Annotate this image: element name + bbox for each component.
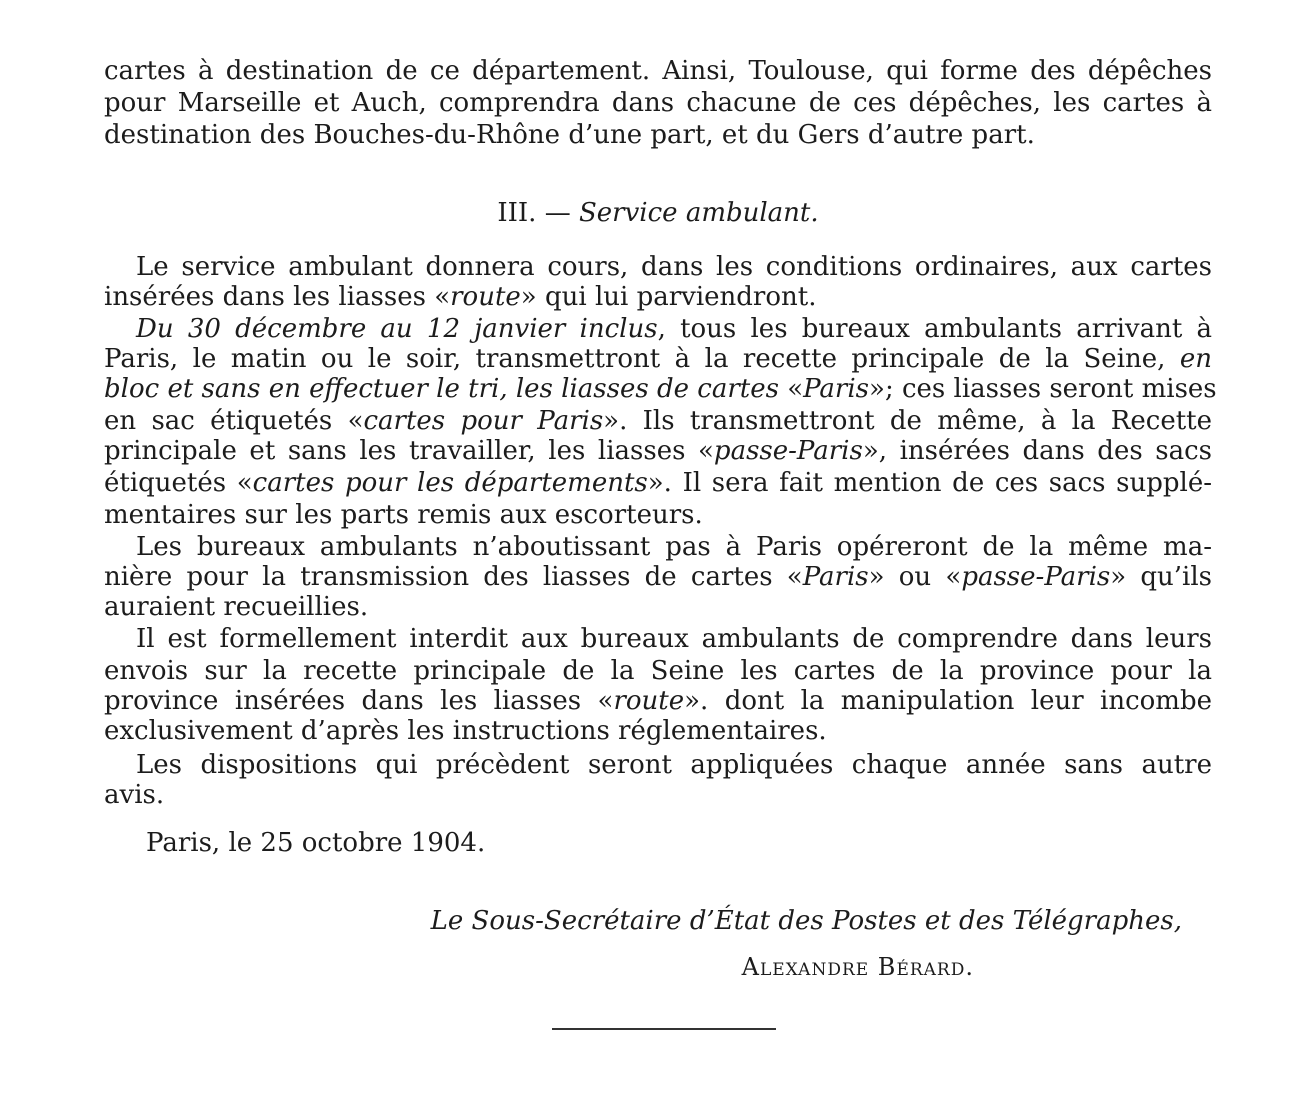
text-line: étiquetés «cartes pour les départements». Il sera fait mention de ces sacs supplé- <box>104 468 1213 498</box>
text-line: bloc et sans en effectuer le tri, les liasses de cartes «Paris»; ces liasses seront mises <box>104 374 1217 404</box>
text-line: principale et sans les travailler, les liasses «passe-Paris», insérées dans des sacs <box>104 436 1212 466</box>
closing-rule <box>552 1028 776 1030</box>
text-line: avis. <box>104 780 165 810</box>
section-title: Service ambulant. <box>578 198 819 228</box>
text-line: exclusivement d’après les instructions réglementaires. <box>104 716 827 746</box>
text-line: envois sur la recette principale de la Seine les cartes de la province pour la <box>104 656 1212 686</box>
text-line: auraient recueillies. <box>104 592 369 622</box>
section-heading <box>104 198 1212 228</box>
text-line: mentaires sur les parts remis aux escorteurs. <box>104 500 703 530</box>
text-line: Les dispositions qui précèdent seront appliquées chaque année sans autre <box>136 750 1212 780</box>
document-date: Paris, le 25 octobre 1904. <box>146 828 486 858</box>
text-line: cartes à destination de ce département. Ainsi, Toulouse, qui forme des dépêches <box>104 56 1212 86</box>
text-line: destination des Bouches-du-Rhône d’une part, et du Gers d’autre part. <box>104 120 1035 150</box>
text-line: Paris, le matin ou le soir, transmettront à la recette principale de la Seine, en <box>104 344 1213 374</box>
text-line: Les bureaux ambulants n’aboutissant pas à Paris opéreront de la même ma- <box>136 532 1212 562</box>
section-number: III. — <box>497 198 571 228</box>
text-line: en sac étiquetés «cartes pour Paris». Ils transmettront de même, à la Recette <box>104 406 1212 436</box>
text-line: Le service ambulant donnera cours, dans les conditions ordinaires, aux cartes <box>136 252 1212 282</box>
signatory-name: Alexandre Bérard. <box>741 953 974 981</box>
text-line: province insérées dans les liasses «route». dont la manipulation leur incombe <box>104 686 1212 716</box>
signatory-title: Le Sous-Secrétaire d’État des Postes et des Télégraphes, <box>430 906 1182 936</box>
text-line: insérées dans les liasses «route» qui lui parviendront. <box>104 282 817 312</box>
text-line: nière pour la transmission des liasses de cartes «Paris» ou «passe-Paris» qu’ils <box>104 562 1212 592</box>
text-line: pour Marseille et Auch, comprendra dans chacune de ces dépêches, les cartes à <box>104 88 1212 118</box>
text-line: Du 30 décembre au 12 janvier inclus, tous les bureaux ambulants arrivant à <box>136 314 1212 344</box>
text-line: Il est formellement interdit aux bureaux ambulants de comprendre dans leurs <box>136 624 1212 654</box>
